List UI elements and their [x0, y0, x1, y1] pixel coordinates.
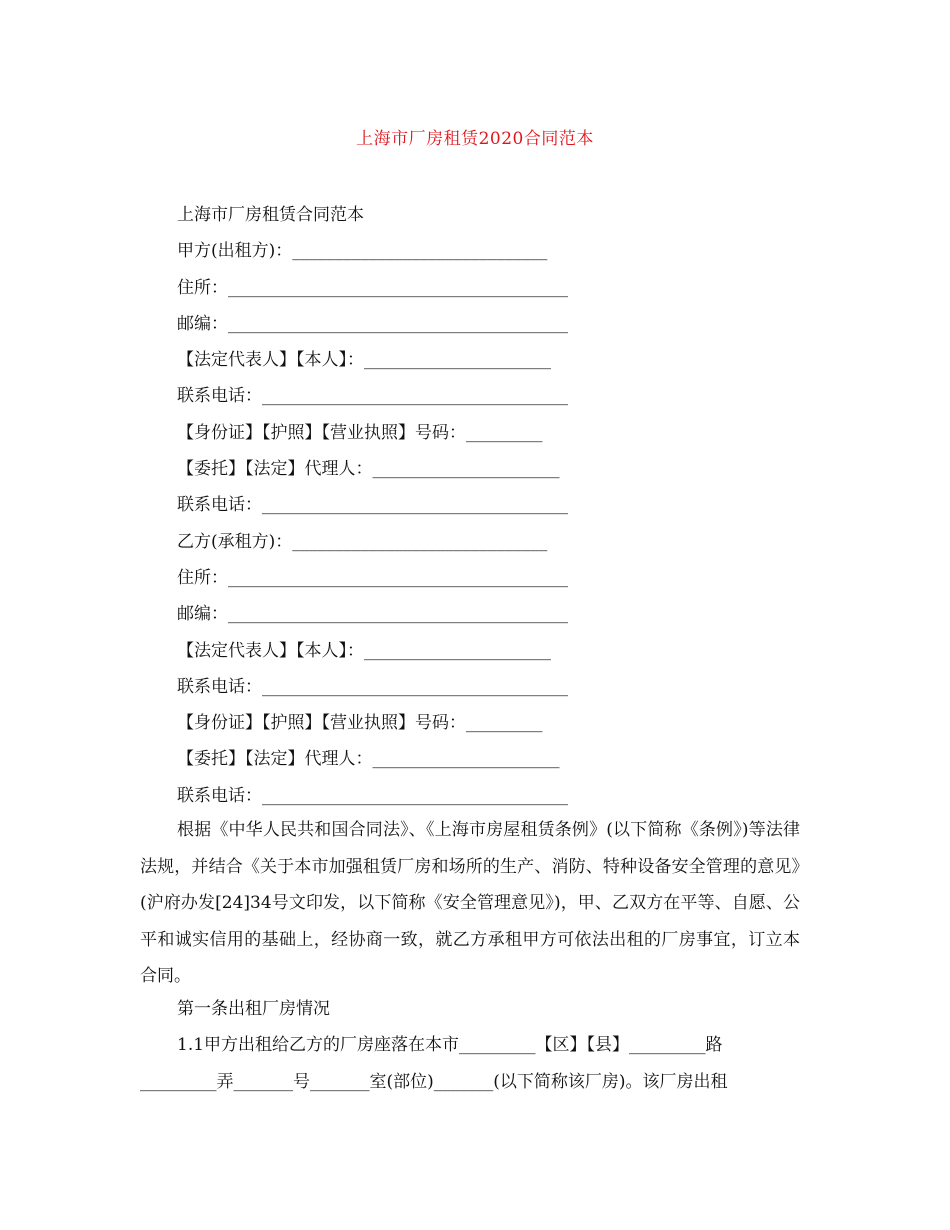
- phone-field: 联系电话：____________________________________: [177, 386, 568, 407]
- id-number-field: 【身份证】【护照】【营业执照】号码：_________: [177, 422, 543, 443]
- party-a-field: 甲方(出租方)：______________________________: [177, 241, 548, 262]
- clause-1-1: [140, 1027, 800, 1100]
- clause-1-1-line-1: 1.1甲方出租给乙方的厂房座落在本市_________【区】【县】_________路: [177, 1035, 723, 1055]
- postcode-field: 邮编：________________________________________: [177, 313, 568, 334]
- document-title: 上海市厂房租赁2020合同范本: [356, 129, 594, 149]
- party-fields: [177, 197, 607, 814]
- legal-rep-field: 【法定代表人】【本人】：______________________: [177, 640, 551, 661]
- intro-paragraph: 根据《中华人民共和国合同法》、《上海市房屋租赁条例》(以下简称《条例》)等法律法规，并结合《关于本市加强租赁厂房和场所的生产、消防、特种设备安全管理的意见》(沪府办发[24]34号文印发，以下简称《安全管理意见》)，甲、乙双方在平等、自愿、公平和诚实信用的基础上，经协商一致，就乙方承租甲方可依法出租的厂房事宜，订立本合同。: [140, 820, 800, 987]
- legal-rep-field: 【法定代表人】【本人】：______________________: [177, 350, 551, 371]
- postcode-field: 邮编：________________________________________: [177, 604, 568, 625]
- party-b-field: 乙方(承租方)：______________________________: [177, 531, 548, 552]
- subtitle: 上海市厂房租赁合同范本: [177, 205, 364, 225]
- phone-field: 联系电话：____________________________________: [177, 495, 568, 516]
- phone-field: 联系电话：____________________________________: [177, 676, 568, 697]
- address-field: 住所：________________________________________: [177, 567, 568, 588]
- address-field: 住所：________________________________________: [177, 277, 568, 298]
- section-heading: 第一条出租厂房情况: [177, 999, 330, 1019]
- clause-1-1-line-2: _________弄_______号_______室(部位)_______(以下简称该厂房)。该厂房出租: [140, 1071, 728, 1092]
- agent-field: 【委托】【法定】代理人：______________________: [177, 749, 560, 770]
- id-number-field: 【身份证】【护照】【营业执照】号码：_________: [177, 713, 543, 734]
- agent-field: 【委托】【法定】代理人：______________________: [177, 459, 560, 480]
- phone-field: 联系电话：____________________________________: [177, 785, 568, 806]
